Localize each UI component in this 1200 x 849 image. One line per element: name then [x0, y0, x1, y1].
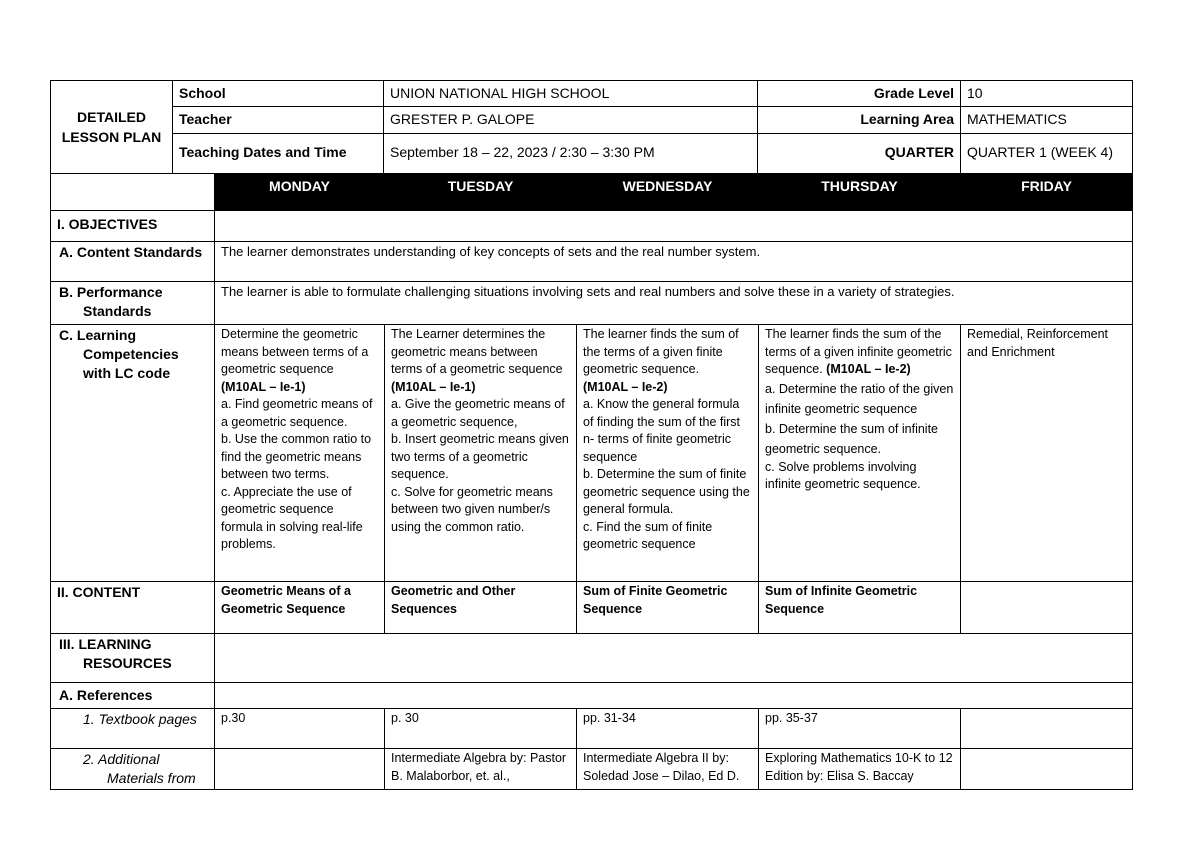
competencies-label: C. Learning Competencies with LC code: [51, 325, 215, 582]
teaching-dates-value: September 18 – 22, 2023 / 2:30 – 3:30 PM: [384, 134, 758, 174]
competency-item-b: b. Determine the sum of finite geometric sequence using the general formula.: [583, 467, 750, 516]
competencies-wednesday: [577, 325, 759, 582]
content-thursday: Sum of Infinite Geometric Sequence: [759, 582, 961, 634]
school-label: School: [173, 81, 384, 107]
textbook-monday: p.30: [215, 709, 385, 749]
competency-code: (M10AL – Ie-2): [826, 362, 911, 376]
competency-item-b: b. Determine the sum of infinite geometric sequence.: [765, 421, 938, 456]
competency-intro: [765, 326, 954, 379]
teacher-value: GRESTER P. GALOPE: [384, 107, 758, 134]
competency-item-c: c. Find the sum of finite geometric sequence: [583, 519, 713, 551]
textbook-pages-label: 1. Textbook pages: [51, 709, 215, 749]
competency-item-b: b. Insert geometric means given two terms of a geometric sequence.: [391, 432, 569, 481]
day-header-blank: [51, 174, 215, 211]
content-friday: [961, 582, 1133, 634]
lesson-table: [50, 173, 1133, 790]
competency-item-a: a. Find geometric means of a geometric sequence.: [221, 397, 373, 429]
grade-level-label: Grade Level: [758, 81, 961, 107]
learning-area-label: Learning Area: [758, 107, 961, 134]
references-label: A. References: [51, 683, 215, 709]
quarter-label: QUARTER: [758, 134, 961, 174]
content-wednesday: Sum of Finite Geometric Sequence: [577, 582, 759, 634]
competency-item-a: a. Know the general formula of finding the sum of the first n- terms of finite geometric sequence: [583, 397, 741, 464]
textbook-friday: [961, 709, 1133, 749]
competencies-thursday: [759, 325, 961, 582]
competencies-monday: [215, 325, 385, 582]
day-friday: FRIDAY: [961, 174, 1133, 211]
competency-code: (M10AL – Ie-1): [221, 379, 306, 394]
additional-monday: [215, 749, 385, 790]
competency-item-a: a. Determine the ratio of the given infinite geometric sequence: [765, 381, 954, 416]
day-monday: MONDAY: [215, 174, 385, 211]
day-thursday: THURSDAY: [759, 174, 961, 211]
content-monday: Geometric Means of a Geometric Sequence: [215, 582, 385, 634]
additional-friday: [961, 749, 1133, 790]
competency-item-b: b. Use the common ratio to find the geometric means between two terms.: [221, 432, 372, 481]
day-tuesday: TUESDAY: [385, 174, 577, 211]
teacher-label: Teacher: [173, 107, 384, 134]
competency-intro: The Learner determines the geometric means between terms of a geometric sequence: [391, 327, 563, 376]
textbook-wednesday: pp. 31-34: [577, 709, 759, 749]
quarter-value: QUARTER 1 (WEEK 4): [961, 134, 1133, 174]
additional-wednesday: Intermediate Algebra II by: Soledad Jose – Dilao, Ed D.: [577, 749, 759, 790]
content-label: II. CONTENT: [51, 582, 215, 634]
performance-standards-label: B. Performance Standards: [51, 282, 215, 325]
competency-item-c: c. Solve for geometric means between two given number/s using the common ratio.: [391, 484, 553, 534]
teaching-dates-label: Teaching Dates and Time: [173, 134, 384, 174]
competency-item-c: c. Solve problems involving infinite geometric sequence.: [765, 459, 921, 491]
objectives-blank: [215, 211, 1133, 242]
content-tuesday: Geometric and Other Sequences: [385, 582, 577, 634]
competency-code: (M10AL – Ie-2): [583, 379, 668, 394]
competency-intro-text: The learner finds the sum of the terms of a given infinite geometric sequence.: [765, 327, 952, 376]
competency-item-c: c. Appreciate the use of geometric sequence formula in solving real-life problems.: [221, 484, 363, 551]
school-value: UNION NATIONAL HIGH SCHOOL: [384, 81, 758, 107]
competency-item-a: a. Give the geometric means of a geometric sequence,: [391, 397, 565, 429]
competencies-tuesday: [385, 325, 577, 582]
competency-code: (M10AL – Ie-1): [391, 379, 476, 394]
textbook-tuesday: p. 30: [385, 709, 577, 749]
day-header-row: [51, 174, 1133, 211]
content-standards-label: A. Content Standards: [51, 242, 215, 282]
competency-intro: Determine the geometric means between terms of a geometric sequence: [221, 327, 369, 376]
additional-tuesday: Intermediate Algebra by: Pastor B. Malaborbor, et. al.,: [385, 749, 577, 790]
grade-level-value: 10: [961, 81, 1133, 107]
additional-materials-label: 2. Additional Materials from: [51, 749, 215, 790]
day-wednesday: WEDNESDAY: [577, 174, 759, 211]
content-standards-value: The learner demonstrates understanding of key concepts of sets and the real number system.: [215, 242, 1133, 282]
textbook-thursday: pp. 35-37: [759, 709, 961, 749]
lesson-plan-sheet: [50, 80, 1132, 790]
header-table: [50, 80, 1133, 174]
learning-resources-blank: [215, 634, 1133, 683]
objectives-label: I. OBJECTIVES: [51, 211, 215, 242]
additional-thursday: Exploring Mathematics 10-K to 12 Edition by: Elisa S. Baccay: [759, 749, 961, 790]
lesson-plan-title: DETAILED LESSON PLAN: [51, 81, 173, 174]
learning-resources-label: III. LEARNING RESOURCES: [51, 634, 215, 683]
references-blank: [215, 683, 1133, 709]
performance-standards-value: The learner is able to formulate challenging situations involving sets and real numbers and solve these in a variety of strategies.: [215, 282, 1133, 325]
competency-intro: The learner finds the sum of the terms of a given finite geometric sequence.: [583, 327, 739, 376]
learning-area-value: MATHEMATICS: [961, 107, 1133, 134]
competencies-friday: Remedial, Reinforcement and Enrichment: [961, 325, 1133, 582]
